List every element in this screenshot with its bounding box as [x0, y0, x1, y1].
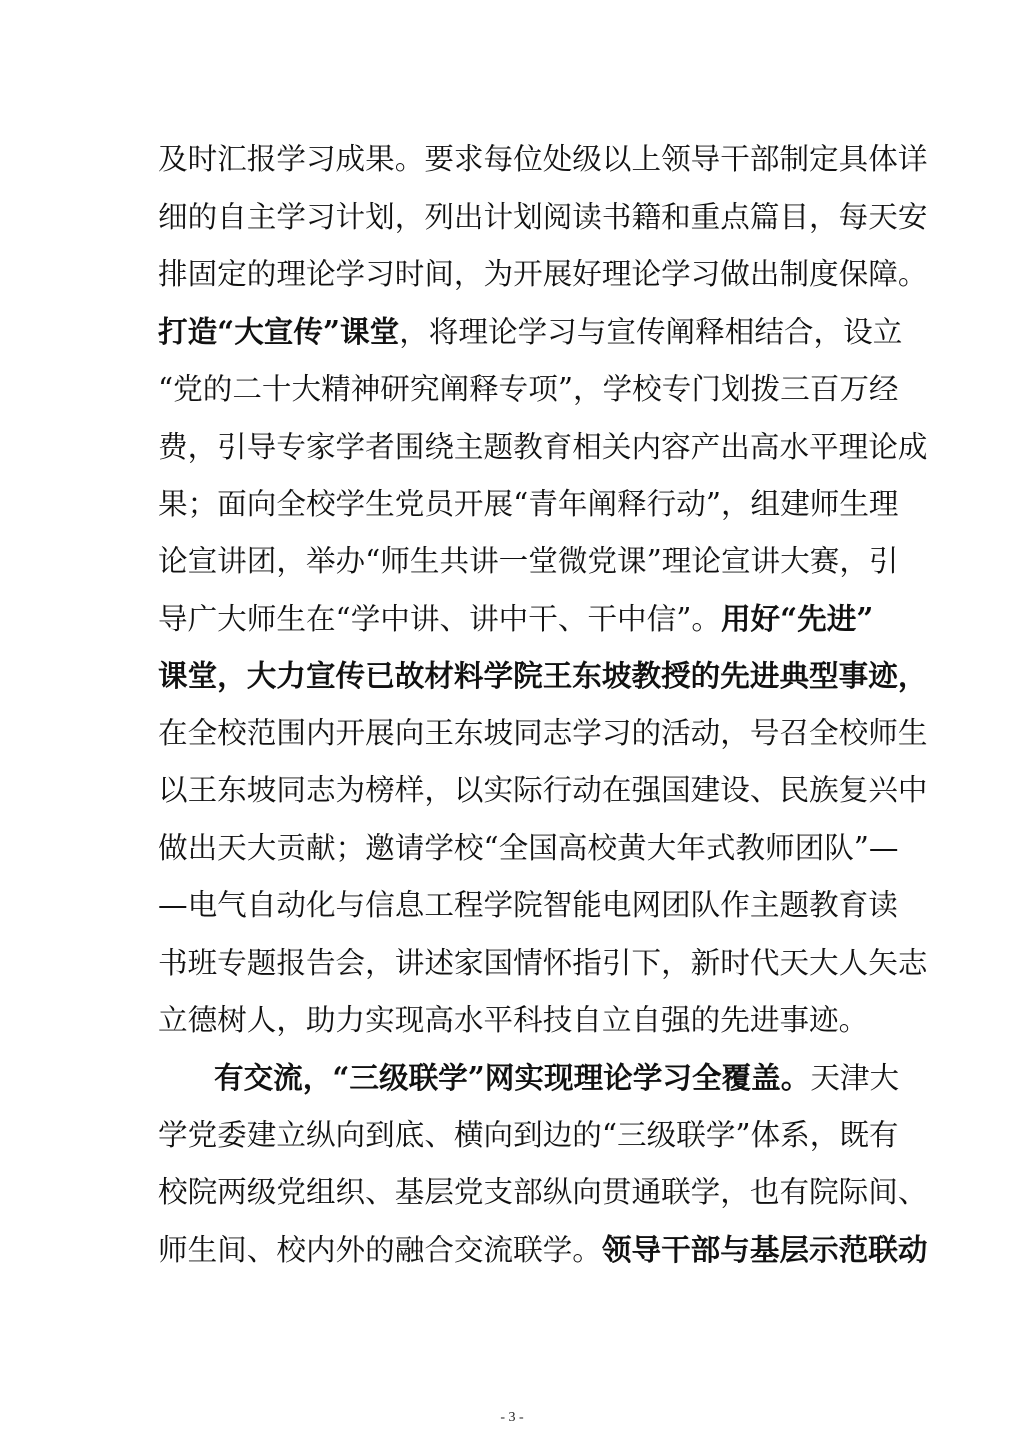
text-segment: 以王东坡同志为榜样，以实际行动在强国建设、民族复兴中	[158, 773, 928, 807]
text-segment: 做出天大贡献；邀请学校“全国高校黄大年式教师团队”—	[158, 831, 899, 865]
text-line	[158, 828, 899, 868]
text-segment: 立德树人，助力实现高水平科技自立自强的先进事迹。	[158, 1003, 869, 1037]
text-line	[158, 427, 928, 467]
bold-text-segment: 领导干部与基层示范联动	[601, 1232, 928, 1267]
text-segment: 校院两级党组织、基层党支部纵向贯通联学，也有院际间、	[158, 1175, 928, 1209]
text-segment: 细的自主学习计划，列出计划阅读书籍和重点篇目，每天安	[158, 200, 928, 234]
text-segment: “党的二十大精神研究阐释专项”，学校专门划拨三百万经	[158, 372, 899, 406]
text-line	[214, 1058, 900, 1098]
bold-text-segment: 用好“先进”	[720, 601, 874, 636]
text-line	[158, 1115, 899, 1155]
bold-text-segment: 打造“大宣传”课堂	[158, 314, 400, 349]
text-line	[158, 713, 928, 753]
text-segment: 费，引导专家学者围绕主题教育相关内容产出高水平理论成	[158, 430, 928, 464]
text-segment: 学党委建立纵向到底、横向到边的“三级联学”体系，既有	[158, 1118, 899, 1152]
text-line	[158, 1000, 870, 1040]
text-line	[158, 885, 898, 925]
text-segment: 在全校范围内开展向王东坡同志学习的活动，号召全校师生	[158, 716, 928, 750]
text-line	[158, 139, 928, 179]
text-line	[158, 197, 928, 237]
bold-text-segment: 有交流，“三级联学”网实现理论学习全覆盖。	[214, 1060, 811, 1095]
page-number: - 3 -	[500, 1410, 524, 1425]
text-segment: 论宣讲团，举办“师生共讲一堂微党课”理论宣讲大赛，引	[158, 544, 899, 578]
bold-text-segment: 课堂，大力宣传已故材料学院王东坡教授的先进典型事迹，	[158, 658, 928, 693]
text-line	[158, 484, 899, 524]
text-line	[158, 943, 928, 983]
text-segment: 天津大	[810, 1061, 900, 1095]
text-segment: 排固定的理论学习时间，为开展好理论学习做出制度保障。	[158, 257, 928, 291]
text-line	[158, 656, 928, 696]
text-line	[158, 1172, 928, 1212]
text-segment: —电气自动化与信息工程学院智能电网团队作主题教育读	[158, 888, 898, 922]
text-line	[158, 541, 899, 581]
text-line	[158, 369, 899, 409]
text-line	[158, 312, 903, 352]
text-segment: 书班专题报告会，讲述家国情怀指引下，新时代天大人矢志	[158, 946, 928, 980]
text-segment: 及时汇报学习成果。要求每位处级以上领导干部制定具体详	[158, 142, 928, 176]
text-line	[158, 770, 928, 810]
text-line	[158, 254, 928, 294]
text-segment: 师生间、校内外的融合交流联学。	[158, 1233, 602, 1267]
text-segment: ，将理论学习与宣传阐释相结合，设立	[399, 315, 903, 349]
text-segment: 导广大师生在“学中讲、讲中干、干中信”。	[158, 602, 721, 636]
text-segment: 果；面向全校学生党员开展“青年阐释行动”，组建师生理	[158, 487, 899, 521]
text-line	[158, 599, 874, 639]
text-line	[158, 1230, 928, 1270]
